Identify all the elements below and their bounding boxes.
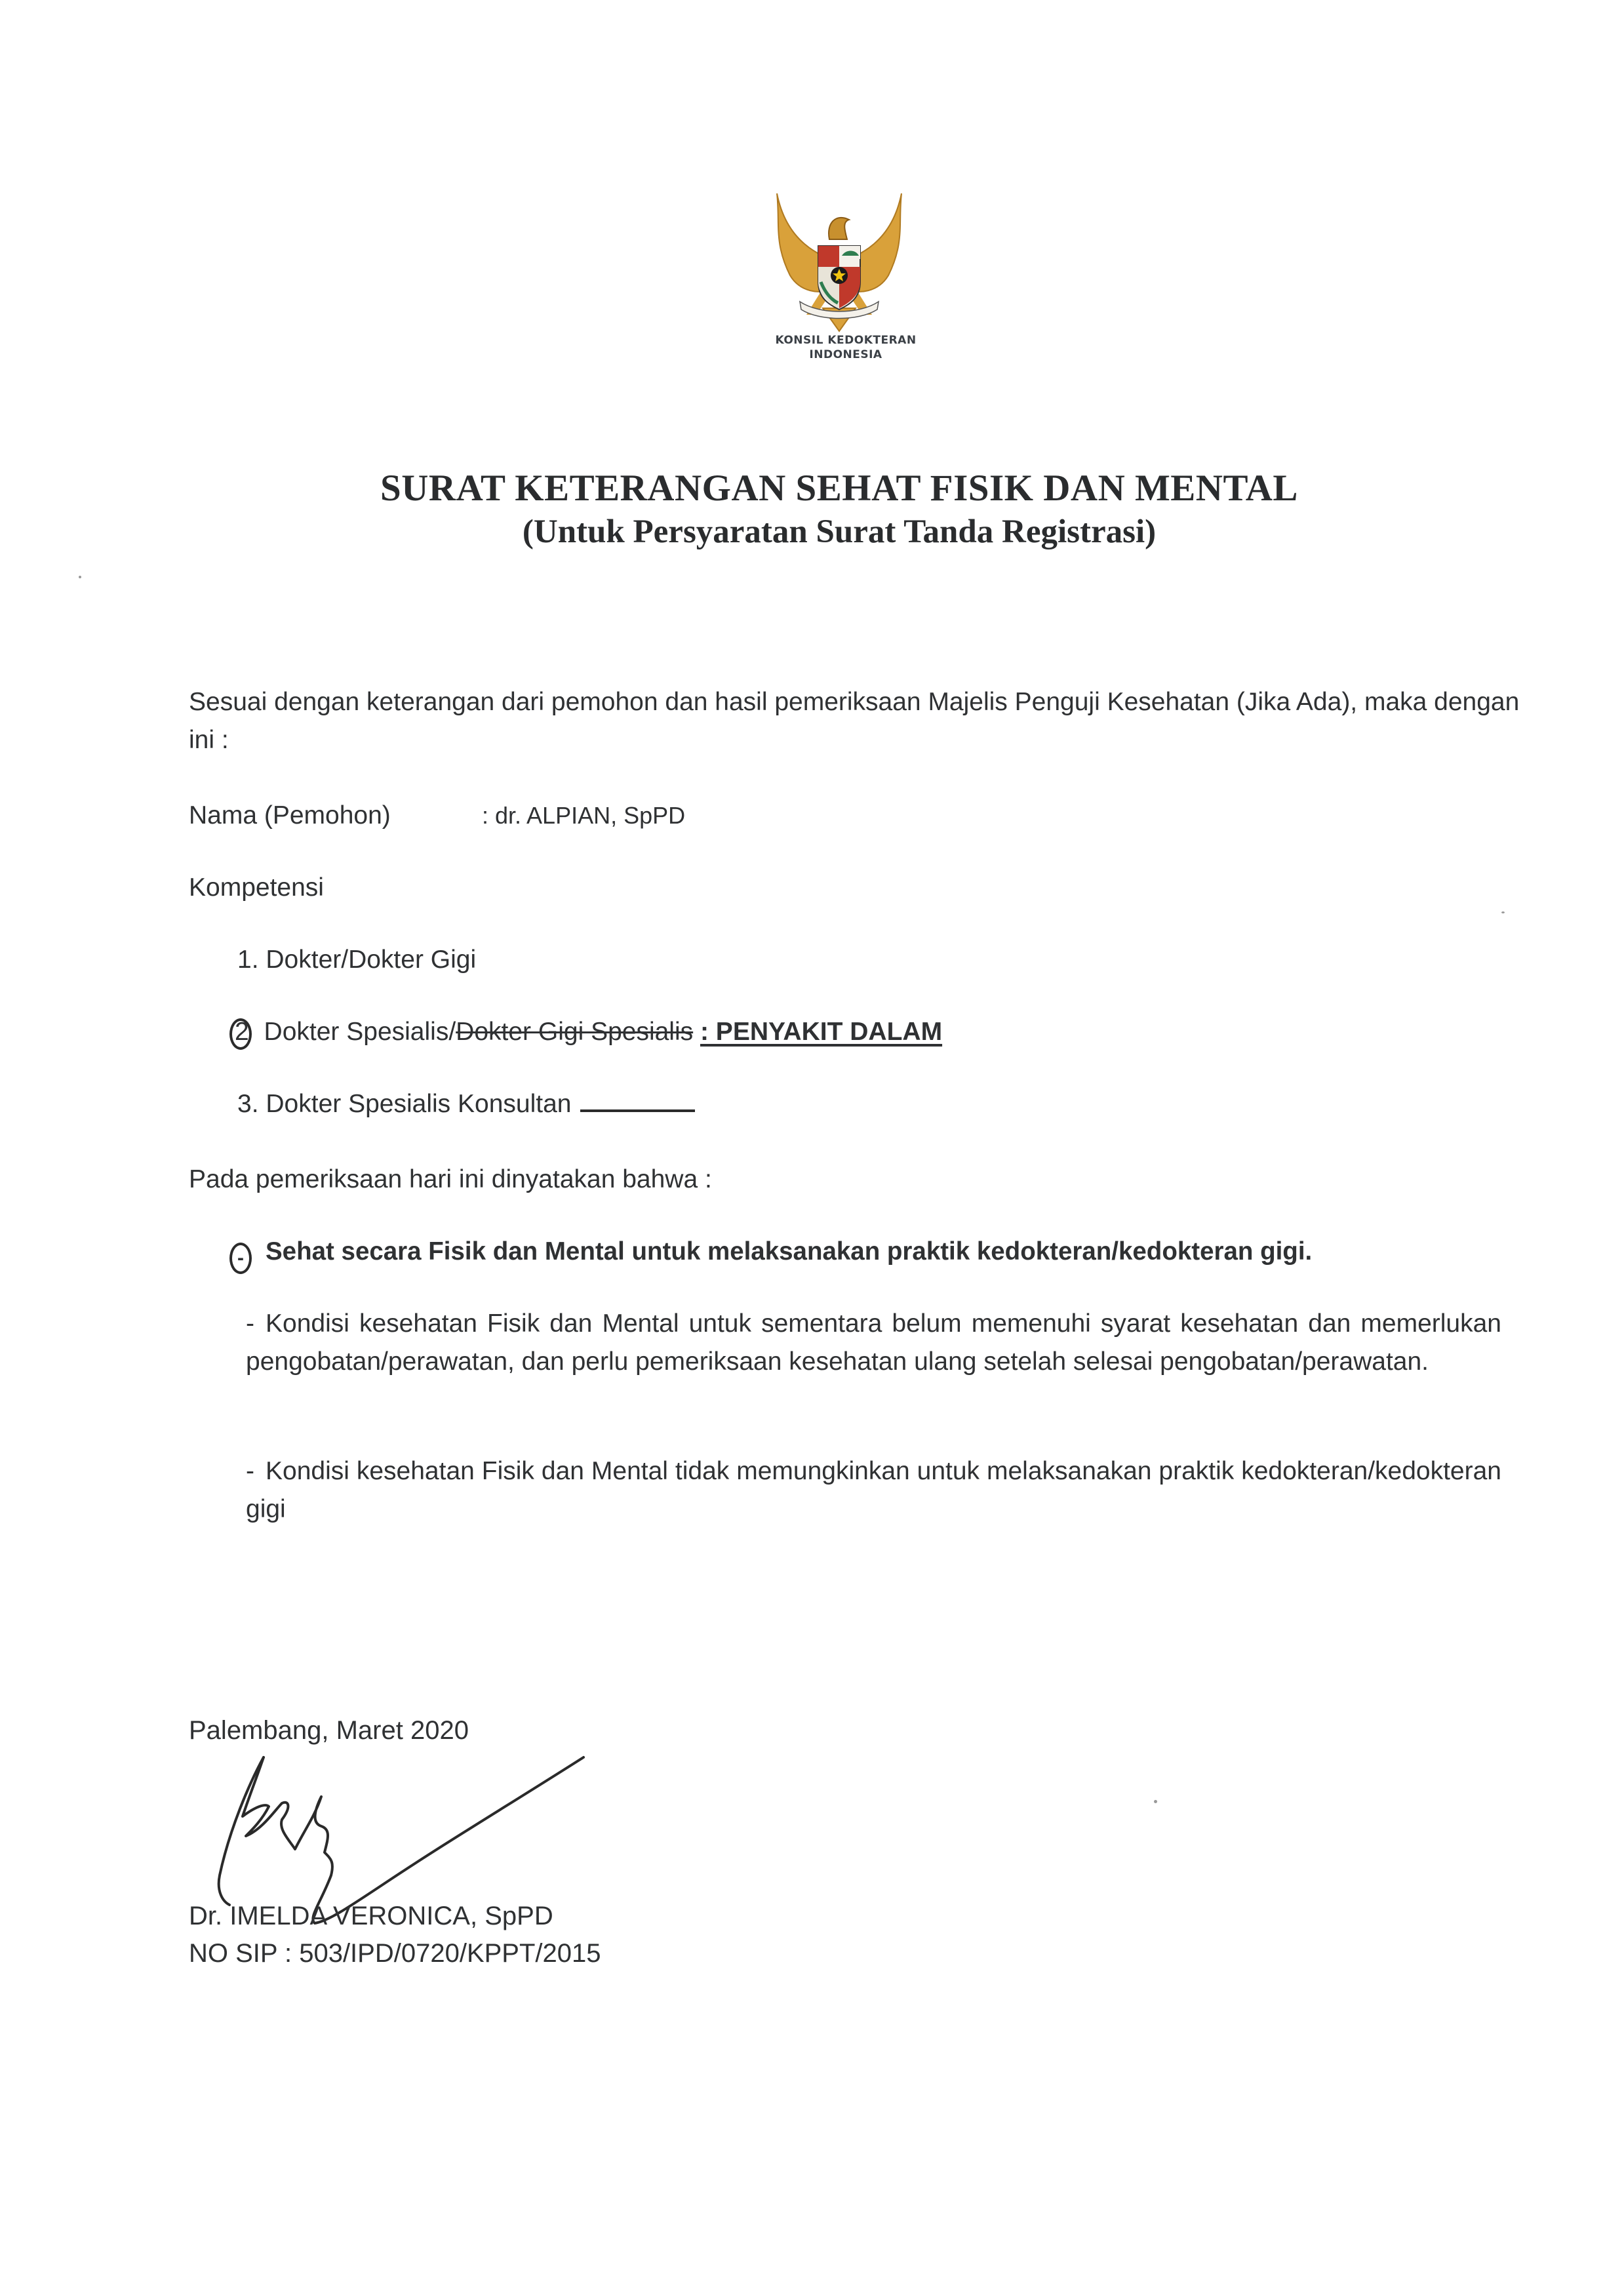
competence-item-text: Dokter/Dokter Gigi (266, 946, 477, 974)
option-text: Kondisi kesehatan Fisik dan Mental untuk sementara belum memenuhi syarat kesehatan dan memerlukan pengobatan/perawatan, dan perlu pemeriksaan kesehatan ulang setelah selesai pengobatan/perawatan. (246, 1309, 1501, 1376)
competence-item-text: Dokter Spesialis/ (264, 1018, 456, 1046)
intro-paragraph: Sesuai dengan keterangan dari pemohon dan hasil pemeriksaan Majelis Penguji Kesehatan (Jika Ada), maka dengan ini : (189, 688, 1520, 754)
competence-item-number: 1. (237, 946, 259, 974)
exam-option-unfit (246, 1452, 1501, 1528)
competence-item-number: 2 (235, 1018, 249, 1046)
competence-item-3 (237, 1085, 695, 1123)
applicant-label: Nama (Pemohon) (189, 801, 391, 829)
applicant-value: : dr. ALPIAN, SpPD (482, 802, 686, 829)
competence-item-1 (237, 941, 476, 979)
organization-name (688, 333, 1003, 362)
document-subtitle: (Untuk Persyaratan Surat Tanda Registrasi) (522, 513, 1157, 550)
consultant-blank-field (580, 1109, 695, 1112)
option-text: Kondisi kesehatan Fisik dan Mental tidak memungkinkan untuk melaksanakan praktik kedokteran/kedokteran gigi (246, 1457, 1501, 1523)
competence-label: Kompetensi (189, 873, 324, 902)
document-title: SURAT KETERANGAN SEHAT FISIK DAN MENTAL (380, 468, 1298, 509)
place-and-date: Palembang, Maret 2020 (189, 1716, 469, 1745)
scan-speck (79, 576, 81, 578)
signer-name: Dr. IMELDA VERONICA, SpPD (189, 1902, 553, 1930)
scan-speck (1501, 911, 1505, 913)
scan-speck (1154, 1800, 1157, 1803)
exam-option-temporarily-unfit (246, 1305, 1501, 1381)
organization-name-line1: KONSIL KEDOKTERAN (775, 334, 917, 347)
competence-item-text: Dokter Spesialis Konsultan (266, 1090, 572, 1118)
specialty-value: : PENYAKIT DALAM (700, 1018, 943, 1046)
competence-item-number: 3. (237, 1090, 259, 1118)
option-marker: - (246, 1309, 254, 1338)
competence-item-2 (237, 1013, 942, 1051)
option-marker: - (237, 1247, 244, 1269)
struck-out-text: Dokter Gigi Spesialis (456, 1018, 694, 1046)
signer-sip-number: NO SIP : 503/IPD/0720/KPPT/2015 (189, 1939, 601, 1968)
option-marker: - (246, 1457, 254, 1485)
examination-label: Pada pemeriksaan hari ini dinyatakan bahwa : (189, 1165, 712, 1193)
garuda-emblem-icon (761, 184, 918, 348)
organization-name-line2: INDONESIA (809, 348, 882, 361)
exam-option-healthy: Sehat secara Fisik dan Mental untuk melaksanakan praktik kedokteran/kedokteran gigi. (266, 1237, 1313, 1266)
